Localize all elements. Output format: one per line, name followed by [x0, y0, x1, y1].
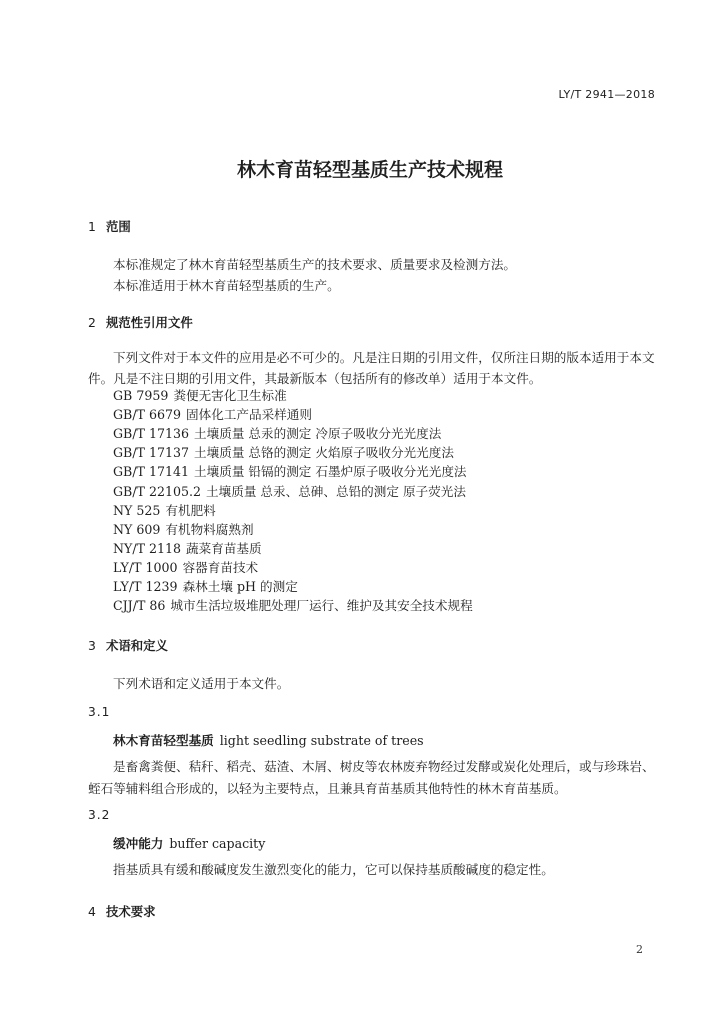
reference-title: 容器育苗技术 — [182, 560, 259, 575]
term-number: 3.2 — [88, 808, 111, 822]
section-number: 3 — [88, 638, 96, 653]
reference-item — [113, 484, 466, 500]
reference-title: 有机物料腐熟剂 — [165, 522, 254, 537]
section-title: 技术要求 — [106, 904, 156, 919]
term-definition-line: 蛭石等辅料组合形成的，以轻为主要特点，且兼具育苗基质其他特性的林木育苗基质。 — [88, 781, 567, 796]
reference-item — [113, 503, 216, 519]
reference-code: GB/T 22105.2 — [113, 484, 202, 499]
section-2-heading — [88, 315, 193, 331]
reference-title: 土壤质量 总汞、总砷、总铅的测定 原子荧光法 — [206, 484, 466, 499]
reference-item — [113, 579, 298, 595]
reference-title: 城市生活垃圾堆肥处理厂运行、维护及其安全技术规程 — [170, 598, 473, 613]
term-entry — [113, 733, 424, 749]
reference-code: GB/T 6679 — [113, 407, 182, 422]
reference-title: 有机肥料 — [165, 503, 216, 518]
section-title: 术语和定义 — [106, 638, 168, 653]
reference-code: NY 525 — [113, 503, 161, 518]
document-code: LY/T 2941—2018 — [558, 88, 655, 101]
reference-code: LY/T 1000 — [113, 560, 178, 575]
reference-title: 土壤质量 总铬的测定 火焰原子吸收分光光度法 — [194, 445, 454, 460]
term-entry — [113, 836, 265, 852]
section-4-heading — [88, 904, 156, 920]
reference-title: 森林土壤 pH 的测定 — [182, 579, 298, 594]
term-definition-line: 是畜禽粪便、秸秆、稻壳、菇渣、木屑、树皮等农林废弃物经过发酵或炭化处理后，或与珍珠岩、 — [113, 759, 655, 774]
section-title: 规范性引用文件 — [106, 315, 193, 330]
paragraph: 本标准适用于林木育苗轻型基质的生产。 — [113, 278, 340, 293]
section-number: 4 — [88, 904, 96, 919]
section-1-heading — [88, 219, 131, 235]
term-chinese: 林木育苗轻型基质 — [113, 733, 214, 748]
reference-item — [113, 598, 473, 614]
term-english: light seedling substrate of trees — [219, 733, 424, 748]
reference-item — [113, 388, 287, 404]
reference-code: LY/T 1239 — [113, 579, 178, 594]
reference-item — [113, 541, 262, 557]
reference-code: NY 609 — [113, 522, 161, 537]
page-number: 2 — [636, 943, 643, 956]
reference-code: GB/T 17137 — [113, 445, 190, 460]
term-number: 3.1 — [88, 705, 111, 719]
reference-title: 蔬菜育苗基质 — [186, 541, 262, 556]
reference-code: NY/T 2118 — [113, 541, 182, 556]
reference-title: 粪便无害化卫生标准 — [173, 388, 287, 403]
reference-item — [113, 560, 258, 576]
paragraph-line: 下列文件对于本文件的应用是必不可少的。凡是注日期的引用文件，仅所注日期的版本适用于本文 — [113, 350, 655, 365]
reference-item — [113, 522, 254, 538]
paragraph: 本标准规定了林木育苗轻型基质生产的技术要求、质量要求及检测方法。 — [113, 257, 516, 272]
section-number: 1 — [88, 219, 96, 234]
document-title: 林木育苗轻型基质生产技术规程 — [236, 159, 503, 181]
section-3-heading — [88, 638, 168, 654]
reference-code: GB 7959 — [113, 388, 169, 403]
reference-code: CJJ/T 86 — [113, 598, 166, 613]
reference-title: 固体化工产品采样通则 — [186, 407, 312, 422]
section-number: 2 — [88, 315, 96, 330]
reference-item — [113, 464, 467, 480]
section-title: 范围 — [106, 219, 131, 234]
paragraph-line: 件。凡是不注日期的引用文件，其最新版本（包括所有的修改单）适用于本文件。 — [88, 371, 542, 386]
reference-item — [113, 426, 441, 442]
term-definition-line: 指基质具有缓和酸碱度发生激烈变化的能力，它可以保持基质酸碱度的稳定性。 — [113, 862, 554, 877]
reference-title: 土壤质量 总汞的测定 冷原子吸收分光光度法 — [194, 426, 442, 441]
reference-item — [113, 407, 312, 423]
paragraph: 下列术语和定义适用于本文件。 — [113, 676, 290, 691]
reference-code: GB/T 17136 — [113, 426, 190, 441]
reference-code: GB/T 17141 — [113, 464, 190, 479]
term-english: buffer capacity — [169, 836, 266, 851]
reference-item — [113, 445, 454, 461]
term-chinese: 缓冲能力 — [113, 836, 164, 851]
reference-title: 土壤质量 铅镉的测定 石墨炉原子吸收分光光度法 — [194, 464, 467, 479]
